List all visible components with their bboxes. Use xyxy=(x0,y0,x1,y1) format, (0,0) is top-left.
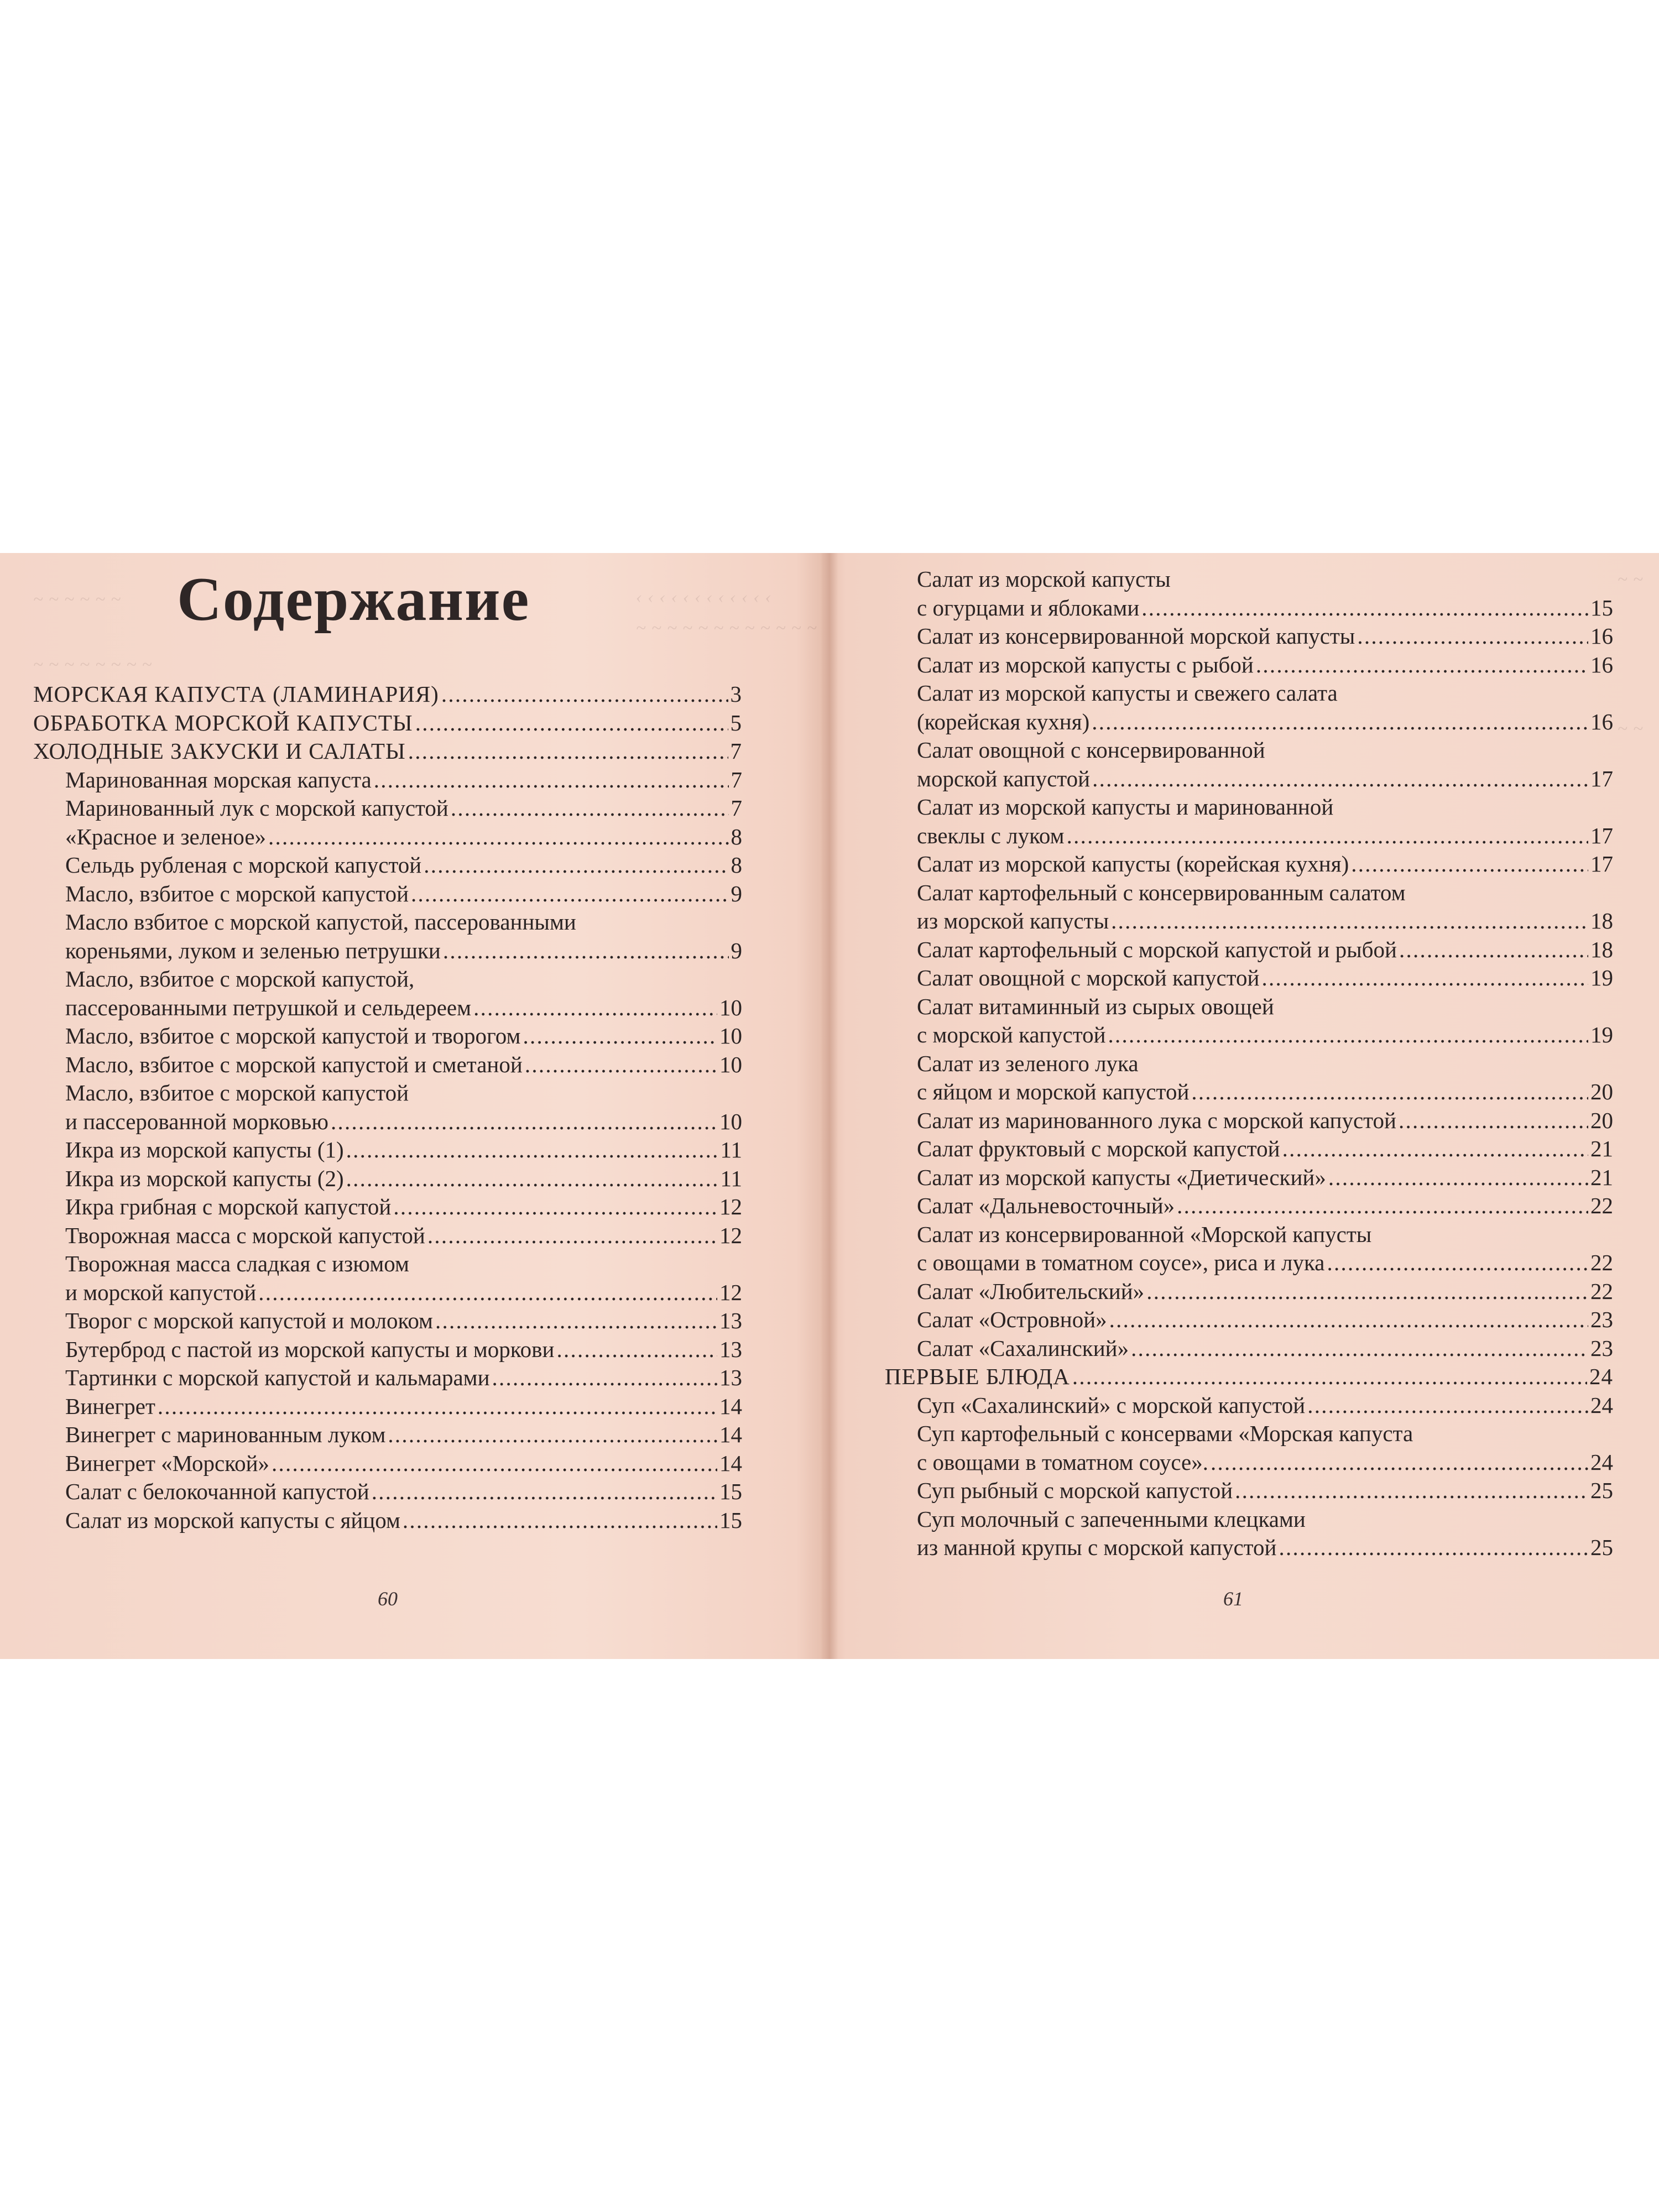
toc-entry-text: Икра из морской капусты (2) xyxy=(65,1165,344,1191)
toc-page-number: 13 xyxy=(719,1308,742,1333)
dot-leader xyxy=(258,1279,717,1307)
toc-entry-line xyxy=(917,622,1613,651)
toc-entry-line xyxy=(917,1306,1613,1334)
toc-page-number: 11 xyxy=(720,1165,742,1191)
toc-entry-text: «Красное и зеленое» xyxy=(65,823,267,849)
toc-entry-text: Салат из маринованного лука с морской капустой xyxy=(917,1107,1396,1133)
toc-entry-text: Тартинки с морской капустой и кальмарами xyxy=(65,1365,490,1390)
toc-entry-text: Винегрет «Морской» xyxy=(65,1450,270,1476)
toc-entry xyxy=(885,793,1613,850)
toc-entry-line xyxy=(65,1478,742,1506)
toc-page-number: 10 xyxy=(719,1023,742,1048)
toc-entry-line xyxy=(65,1506,742,1535)
dot-leader xyxy=(1146,1277,1588,1306)
toc-page-number: 9 xyxy=(731,880,742,906)
toc-entry xyxy=(33,794,742,823)
dot-leader xyxy=(492,1364,717,1392)
toc-entry-line xyxy=(917,964,1613,993)
toc-entry-line xyxy=(917,993,1613,1021)
toc-entry-text: Салат из морской капусты с яйцом xyxy=(65,1507,400,1533)
dot-leader xyxy=(1279,1533,1588,1562)
toc-entry-line xyxy=(65,1335,742,1364)
toc-entry-text: Салат из морской капусты и маринованной xyxy=(917,794,1334,820)
toc-entry-text: Икра грибная с морской капустой xyxy=(65,1194,392,1219)
toc-entry-line xyxy=(917,1334,1613,1363)
toc-entry xyxy=(885,879,1613,936)
toc-entry xyxy=(885,1477,1613,1505)
toc-entry xyxy=(885,1050,1613,1107)
toc-section-heading xyxy=(33,680,742,709)
toc-entry-line xyxy=(65,1392,742,1421)
toc-entry-text: Салат витаминный из сырых овощей xyxy=(917,993,1274,1019)
toc-entry-line xyxy=(885,1363,1613,1391)
dot-leader xyxy=(346,1136,718,1165)
toc-section-heading xyxy=(885,1363,1613,1391)
dot-leader xyxy=(443,937,729,966)
toc-entry xyxy=(33,1421,742,1449)
toc-page-number: 19 xyxy=(1590,1022,1613,1047)
toc-entry-text: Суп картофельный с консервами «Морская капуста xyxy=(917,1421,1413,1446)
toc-page-number: 14 xyxy=(719,1422,742,1447)
dot-leader xyxy=(525,1051,717,1079)
bleed-through-text: ~ ~ ~ ~ ~ ~ xyxy=(33,589,122,609)
toc-entry-line xyxy=(65,794,742,823)
toc-entry-line xyxy=(65,823,742,852)
dot-leader xyxy=(1067,822,1588,851)
toc-entry-line xyxy=(65,1108,742,1136)
toc-entry-line xyxy=(917,708,1613,737)
toc-entry-line xyxy=(65,937,742,966)
toc-entry-line xyxy=(65,1051,742,1079)
toc-entry-text: и пассерованной морковью xyxy=(65,1108,328,1134)
toc-entry-line xyxy=(917,1021,1613,1050)
toc-entry-line xyxy=(917,1078,1613,1107)
toc-entry xyxy=(33,1506,742,1535)
toc-entry-line xyxy=(33,680,742,709)
toc-page-number: 21 xyxy=(1590,1164,1613,1190)
toc-entry-text: Масло, взбитое с морской капустой xyxy=(65,1080,409,1105)
toc-entry-text: и морской капустой xyxy=(65,1279,257,1305)
toc-page-number: 25 xyxy=(1590,1478,1613,1503)
toc-page-number: 8 xyxy=(731,852,742,878)
toc-entry xyxy=(33,1364,742,1392)
dot-leader xyxy=(415,709,728,738)
bleed-through-text: ~ ~ xyxy=(1618,570,1644,589)
dot-leader xyxy=(1282,1135,1588,1164)
toc-entry-text: пассерованными петрушкой и сельдереем xyxy=(65,994,472,1020)
toc-entry xyxy=(885,964,1613,993)
page-number-right: 61 xyxy=(1223,1588,1243,1610)
toc-entry-text: Масло, взбитое с морской капустой, xyxy=(65,966,415,992)
toc-entry xyxy=(33,1051,742,1079)
toc-entry xyxy=(885,1277,1613,1306)
toc-entry-line xyxy=(65,965,742,994)
toc-entry-text: с огурцами и яблоками xyxy=(917,594,1140,620)
toc-entry xyxy=(885,1306,1613,1334)
toc-entry-text: Салат фруктовый с морской капустой xyxy=(917,1136,1280,1161)
toc-entry-text: Суп молочный с запеченными клецками xyxy=(917,1506,1306,1532)
toc-entry-line xyxy=(65,1222,742,1250)
toc-entry-line xyxy=(917,679,1613,708)
toc-entry-text: Маринованный лук с морской капустой xyxy=(65,795,448,821)
toc-entry-line xyxy=(917,907,1613,936)
toc-page-number: 8 xyxy=(731,823,742,849)
toc-entry-text: морской капустой xyxy=(917,765,1091,791)
dot-leader xyxy=(268,823,728,852)
toc-entry xyxy=(885,1334,1613,1363)
dot-leader xyxy=(1108,1021,1588,1050)
toc-entry-line xyxy=(65,1079,742,1108)
bleed-through-text: ‹ ‹ ‹ ‹ ‹ ‹ ‹ ‹ ‹ ‹ ‹ ‹ xyxy=(636,587,772,607)
dot-leader xyxy=(346,1165,718,1193)
toc-entry-line xyxy=(65,994,742,1022)
page-number-left: 60 xyxy=(378,1588,398,1610)
dot-leader xyxy=(1328,1164,1588,1192)
toc-entry xyxy=(33,1392,742,1421)
toc-entry-text: Салат с белокочанной капустой xyxy=(65,1479,369,1504)
dot-leader xyxy=(1141,594,1588,623)
toc-entry-line xyxy=(917,1420,1613,1448)
dot-leader xyxy=(1111,907,1588,936)
toc-entry-line xyxy=(917,1249,1613,1277)
dot-leader xyxy=(523,1022,717,1051)
toc-entry-text: МОРСКАЯ КАПУСТА (ЛАМИНАРИЯ) xyxy=(33,681,439,707)
toc-entry xyxy=(885,936,1613,964)
dot-leader xyxy=(441,680,728,709)
right-page xyxy=(832,553,1659,1659)
toc-entry xyxy=(885,736,1613,793)
toc-page-number: 15 xyxy=(719,1507,742,1533)
toc-page-number: 10 xyxy=(719,1051,742,1077)
dot-leader xyxy=(1235,1477,1588,1505)
dot-leader xyxy=(1261,964,1588,993)
toc-entry-text: Салат из морской капусты xyxy=(917,566,1171,592)
toc-page-number: 24 xyxy=(1590,1392,1613,1418)
toc-entry-line xyxy=(917,1192,1613,1220)
toc-entry-line xyxy=(65,1250,742,1279)
toc-entry-text: Масло, взбитое с морской капустой и сметаной xyxy=(65,1051,523,1077)
toc-entry xyxy=(33,1478,742,1506)
page-title: Содержание xyxy=(177,565,530,634)
toc-entry-line xyxy=(65,1449,742,1478)
toc-entry xyxy=(33,880,742,909)
toc-entry-text: Винегрет с маринованным луком xyxy=(65,1422,386,1447)
toc-entry-text: кореньями, луком и зеленью петрушки xyxy=(65,937,441,963)
dot-leader xyxy=(1307,1391,1588,1420)
toc-entry xyxy=(33,823,742,852)
toc-entry xyxy=(33,908,742,965)
dot-leader xyxy=(435,1307,717,1335)
toc-page-number: 21 xyxy=(1590,1136,1613,1161)
dot-leader xyxy=(158,1392,717,1421)
toc-entry-text: Масло взбитое с морской капустой, пассерованными xyxy=(65,909,576,935)
toc-entry-line xyxy=(917,936,1613,964)
toc-entry-text: Салат из морской капусты (корейская кухня) xyxy=(917,851,1349,877)
toc-entry-text: с овощами в томатном соусе». xyxy=(917,1449,1208,1475)
toc-entry xyxy=(885,679,1613,736)
toc-entry-line xyxy=(917,850,1613,879)
toc-page-number: 17 xyxy=(1590,851,1613,877)
toc-entry-line xyxy=(917,1164,1613,1192)
dot-leader xyxy=(427,1222,717,1250)
toc-entry-text: свеклы с луком xyxy=(917,822,1065,848)
dot-leader xyxy=(1256,651,1588,680)
toc-entry-line xyxy=(65,1307,742,1335)
toc-page-number: 7 xyxy=(731,766,742,792)
toc-page-number: 14 xyxy=(719,1393,742,1419)
dot-leader xyxy=(1399,1107,1588,1135)
dot-leader xyxy=(473,994,717,1022)
toc-entry-text: Салат «Любительский» xyxy=(917,1278,1145,1304)
toc-entry-line xyxy=(33,737,742,766)
toc-entry-text: Икра из морской капусты (1) xyxy=(65,1137,344,1162)
toc-entry xyxy=(885,1391,1613,1420)
toc-entry-line xyxy=(917,879,1613,907)
toc-entry xyxy=(33,1250,742,1307)
toc-entry-text: Бутерброд с пастой из морской капусты и моркови xyxy=(65,1336,555,1362)
toc-entry-text: ХОЛОДНЫЕ ЗАКУСКИ И САЛАТЫ xyxy=(33,738,406,764)
toc-page-number: 23 xyxy=(1590,1307,1613,1332)
toc-entry-line xyxy=(65,1421,742,1449)
dot-leader xyxy=(1357,622,1588,651)
toc-entry-text: Маринованная морская капуста xyxy=(65,766,372,792)
dot-leader xyxy=(1109,1306,1588,1334)
toc-entry-line xyxy=(917,651,1613,680)
dot-leader xyxy=(374,766,729,795)
toc-list-left xyxy=(33,680,742,1535)
toc-entry xyxy=(33,1307,742,1335)
toc-entry-text: Суп рыбный с морской капустой xyxy=(917,1478,1233,1503)
toc-entry xyxy=(885,1135,1613,1164)
toc-entry xyxy=(885,1164,1613,1192)
toc-entry-text: из манной крупы с морской капустой xyxy=(917,1535,1277,1560)
toc-page-number: 9 xyxy=(731,937,742,963)
toc-entry-text: Салат «Сахалинский» xyxy=(917,1335,1129,1361)
toc-entry-text: с морской капустой xyxy=(917,1022,1106,1047)
dot-leader xyxy=(1399,936,1588,964)
toc-page-number: 20 xyxy=(1590,1079,1613,1104)
toc-entry xyxy=(885,993,1613,1050)
dot-leader xyxy=(408,737,728,766)
toc-list-right xyxy=(885,565,1613,1562)
bleed-through-text: ~ ~ xyxy=(1618,719,1644,739)
bleed-through-text: ~ ~ ~ ~ ~ ~ ~ ~ xyxy=(33,655,153,675)
toc-entry-line xyxy=(65,880,742,909)
toc-entry-line xyxy=(917,1277,1613,1306)
toc-entry-text: с яйцом и морской капустой xyxy=(917,1079,1190,1104)
toc-page-number: 13 xyxy=(719,1336,742,1362)
toc-entry-text: Салат картофельный с морской капустой и рыбой xyxy=(917,936,1397,962)
toc-page-number: 5 xyxy=(730,709,742,735)
dot-leader xyxy=(424,851,728,880)
toc-entry xyxy=(885,1107,1613,1135)
dot-leader xyxy=(388,1421,717,1449)
toc-entry xyxy=(33,766,742,795)
toc-entry xyxy=(33,851,742,880)
toc-page-number: 25 xyxy=(1590,1535,1613,1560)
toc-page-number: 12 xyxy=(719,1194,742,1219)
toc-entry-line xyxy=(917,1135,1613,1164)
toc-page-number: 12 xyxy=(719,1279,742,1305)
bleed-through-text: ~ ~ ~ ~ ~ ~ ~ ~ ~ ~ ~ ~ xyxy=(636,618,817,638)
toc-entry-text: Творожная масса с морской капустой xyxy=(65,1222,425,1248)
toc-entry-text: ОБРАБОТКА МОРСКОЙ КАПУСТЫ xyxy=(33,709,413,735)
dot-leader xyxy=(393,1193,717,1222)
toc-entry-line xyxy=(917,1448,1613,1477)
toc-page-number: 15 xyxy=(1590,594,1613,620)
toc-page-number: 18 xyxy=(1590,936,1613,962)
dot-leader xyxy=(1131,1334,1588,1363)
left-page xyxy=(0,553,827,1659)
toc-page-number: 12 xyxy=(719,1222,742,1248)
toc-entry xyxy=(885,651,1613,680)
toc-entry xyxy=(885,565,1613,622)
toc-entry-line xyxy=(917,1220,1613,1249)
toc-entry-text: из морской капусты xyxy=(917,908,1109,933)
toc-page-number: 18 xyxy=(1590,908,1613,933)
toc-entry-line xyxy=(33,709,742,738)
toc-section-heading xyxy=(33,737,742,766)
toc-page-number: 24 xyxy=(1590,1449,1613,1475)
toc-page-number: 16 xyxy=(1590,623,1613,649)
toc-page-number: 11 xyxy=(720,1137,742,1162)
dot-leader xyxy=(1177,1192,1588,1220)
toc-entry-text: ПЕРВЫЕ БЛЮДА xyxy=(885,1364,1070,1389)
toc-entry-line xyxy=(65,1364,742,1392)
dot-leader xyxy=(1072,1363,1587,1391)
toc-entry-text: Творог с морской капустой и молоком xyxy=(65,1308,433,1333)
toc-entry-text: Творожная масса сладкая с изюмом xyxy=(65,1251,409,1276)
toc-entry-text: Салат «Островной» xyxy=(917,1307,1107,1332)
toc-page-number: 22 xyxy=(1590,1193,1613,1218)
toc-page-number: 13 xyxy=(719,1365,742,1390)
toc-page-number: 20 xyxy=(1590,1107,1613,1133)
toc-entry-text: Салат овощной с консервированной xyxy=(917,737,1265,763)
toc-page-number: 16 xyxy=(1590,708,1613,734)
dot-leader xyxy=(372,1478,717,1506)
toc-entry-text: Винегрет xyxy=(65,1393,155,1419)
toc-page-number: 7 xyxy=(731,795,742,821)
dot-leader xyxy=(1092,708,1588,737)
toc-entry-text: Салат картофельный с консервированным салатом xyxy=(917,879,1406,905)
toc-entry-line xyxy=(917,736,1613,765)
toc-entry-line xyxy=(65,1193,742,1222)
toc-entry xyxy=(33,1165,742,1193)
toc-entry-text: Салат «Дальневосточный» xyxy=(917,1193,1175,1218)
toc-entry-line xyxy=(917,765,1613,794)
dot-leader xyxy=(1351,850,1588,879)
toc-page-number: 17 xyxy=(1590,765,1613,791)
toc-entry xyxy=(885,850,1613,879)
toc-entry-line xyxy=(917,594,1613,623)
toc-entry-line xyxy=(917,1505,1613,1534)
dot-leader xyxy=(403,1506,717,1535)
toc-entry-line xyxy=(65,1136,742,1165)
toc-entry xyxy=(33,1136,742,1165)
toc-entry xyxy=(885,622,1613,651)
toc-entry-line xyxy=(917,1391,1613,1420)
toc-page-number: 23 xyxy=(1590,1335,1613,1361)
toc-entry xyxy=(885,1220,1613,1277)
book-spread xyxy=(0,553,1659,1659)
toc-entry-text: Сельдь рубленая с морской капустой xyxy=(65,852,422,878)
toc-entry-line xyxy=(65,1279,742,1307)
toc-page-number: 17 xyxy=(1590,822,1613,848)
dot-leader xyxy=(272,1449,717,1478)
toc-section-heading xyxy=(33,709,742,738)
toc-entry-text: Масло, взбитое с морской капустой xyxy=(65,880,409,906)
toc-entry xyxy=(33,1335,742,1364)
toc-entry-line xyxy=(917,1533,1613,1562)
toc-page-number: 10 xyxy=(719,1108,742,1134)
toc-entry xyxy=(33,1079,742,1136)
toc-entry-line xyxy=(917,822,1613,851)
dot-leader xyxy=(451,794,729,823)
dot-leader xyxy=(331,1108,717,1136)
toc-page-number: 24 xyxy=(1589,1364,1613,1389)
toc-entry xyxy=(33,1222,742,1250)
toc-page-number: 3 xyxy=(730,681,742,707)
toc-entry-text: Салат из морской капусты с рыбой xyxy=(917,651,1254,677)
toc-entry-text: Салат из консервированной морской капусты xyxy=(917,623,1355,649)
dot-leader xyxy=(1211,1448,1588,1477)
toc-entry xyxy=(33,1022,742,1051)
toc-entry xyxy=(885,1505,1613,1562)
dot-leader xyxy=(411,880,728,909)
toc-page-number: 14 xyxy=(719,1450,742,1476)
toc-entry-line xyxy=(917,1107,1613,1135)
toc-entry-text: Суп «Сахалинский» с морской капустой xyxy=(917,1392,1306,1418)
toc-entry-line xyxy=(917,793,1613,822)
toc-entry-line xyxy=(917,1477,1613,1505)
toc-entry-line xyxy=(917,1050,1613,1078)
toc-entry xyxy=(885,1192,1613,1220)
toc-entry xyxy=(33,1449,742,1478)
toc-entry-line xyxy=(65,908,742,937)
toc-page-number: 19 xyxy=(1590,965,1613,990)
dot-leader xyxy=(556,1335,717,1364)
toc-page-number: 16 xyxy=(1590,651,1613,677)
toc-entry-text: (корейская кухня) xyxy=(917,708,1090,734)
toc-entry-text: Салат овощной с морской капустой xyxy=(917,965,1260,990)
toc-page-number: 22 xyxy=(1590,1250,1613,1275)
toc-entry-text: с овощами в томатном соусе», риса и лука xyxy=(917,1250,1325,1275)
toc-entry-line xyxy=(65,851,742,880)
toc-entry-text: Салат из консервированной «Морской капусты xyxy=(917,1221,1372,1247)
toc-entry-line xyxy=(65,1165,742,1193)
toc-entry xyxy=(33,965,742,1022)
toc-entry-text: Салат из зеленого лука xyxy=(917,1050,1139,1076)
dot-leader xyxy=(1092,765,1588,794)
toc-page-number: 7 xyxy=(730,738,742,764)
dot-leader xyxy=(1327,1249,1588,1277)
toc-entry-line xyxy=(917,565,1613,594)
toc-entry-line xyxy=(65,1022,742,1051)
toc-entry-line xyxy=(65,766,742,795)
toc-entry xyxy=(33,1193,742,1222)
toc-page-number: 10 xyxy=(719,994,742,1020)
toc-entry-text: Салат из морской капусты «Диетический» xyxy=(917,1164,1326,1190)
toc-entry-text: Салат из морской капусты и свежего салата xyxy=(917,680,1338,706)
toc-entry-text: Масло, взбитое с морской капустой и творогом xyxy=(65,1023,521,1048)
toc-page-number: 22 xyxy=(1590,1278,1613,1304)
toc-entry xyxy=(885,1420,1613,1477)
toc-page-number: 15 xyxy=(719,1479,742,1504)
dot-leader xyxy=(1191,1078,1588,1107)
